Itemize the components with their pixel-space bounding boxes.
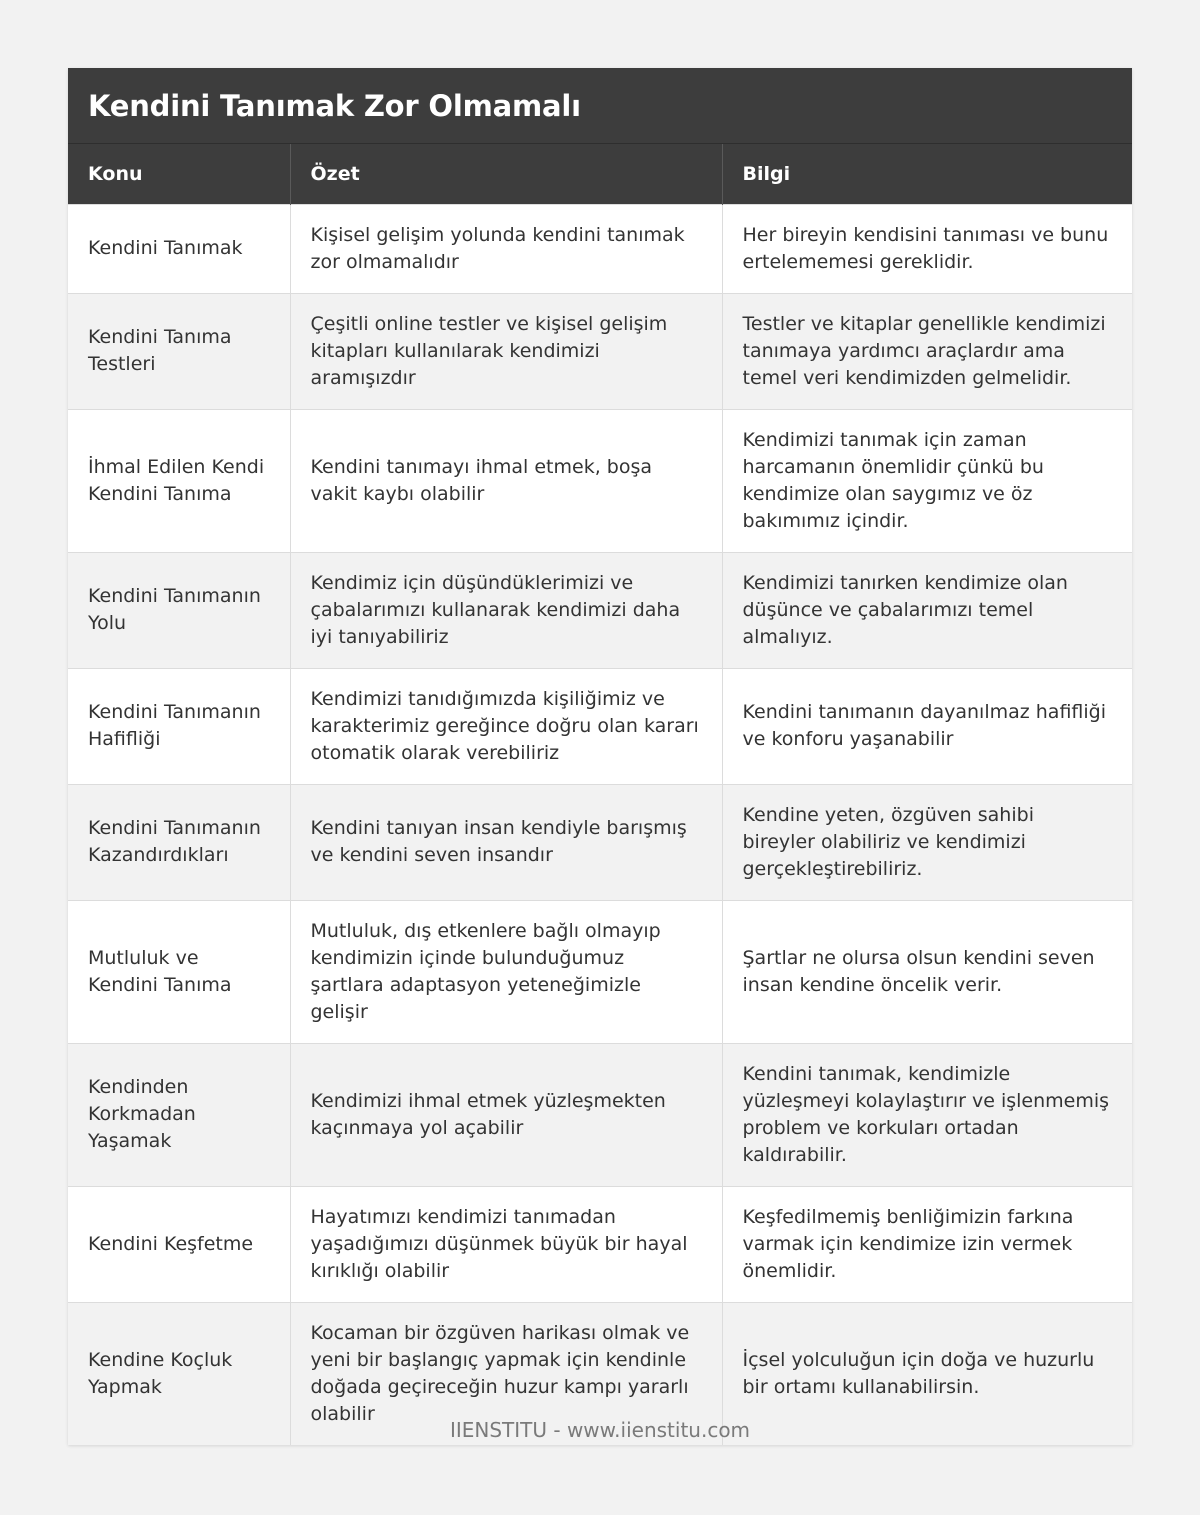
cell-ozet: Kocaman bir özgüven harikası olmak ve yeni bir başlangıç yapmak için kendinle doğada geçireceğin huzur kampı yararlı olabilir [290,1302,722,1445]
table-row [68,784,1132,900]
cell-bilgi: Kendimizi tanımak için zaman harcamanın önemlidir çünkü bu kendimize olan saygımız ve öz bakımımız içindir. [722,409,1132,552]
cell-konu: Kendine Koçluk Yapmak [68,1302,290,1445]
footer-credit: IIENSTITU - www.iienstitu.com [449,1418,751,1442]
cell-konu: Mutluluk ve Kendini Tanıma [68,900,290,1043]
cell-bilgi: Şartlar ne olursa olsun kendini seven insan kendine öncelik verir. [722,900,1132,1043]
cell-ozet: Çeşitli online testler ve kişisel gelişim kitapları kullanılarak kendimizi aramışızdır [290,293,722,409]
cell-bilgi: Kendimizi tanırken kendimize olan düşünce ve çabalarımızı temel almalıyız. [722,552,1132,668]
cell-ozet: Kendini tanıyan insan kendiyle barışmış ve kendini seven insandır [290,784,722,900]
table-row [68,204,1132,293]
cell-bilgi: Kendini tanımanın dayanılmaz hafifliği ve konforu yaşanabilir [722,668,1132,784]
cell-ozet: Kişisel gelişim yolunda kendini tanımak zor olmamalıdır [290,204,722,293]
column-header-bilgi: Bilgi [722,144,1132,204]
cell-bilgi: Her bireyin kendisini tanıması ve bunu ertelememesi gereklidir. [722,204,1132,293]
cell-konu: Kendini Tanımanın Yolu [68,552,290,668]
cell-bilgi: Kendine yeten, özgüven sahibi bireyler olabiliriz ve kendimizi gerçekleştirebiliriz. [722,784,1132,900]
table-card [68,68,1132,1445]
table-row [68,668,1132,784]
cell-bilgi: İçsel yolculuğun için doğa ve huzurlu bir ortamı kullanabilirsin. [722,1302,1132,1445]
table-row [68,1043,1132,1186]
header-row [68,144,1132,204]
table-row [68,409,1132,552]
cell-bilgi: Kendini tanımak, kendimizle yüzleşmeyi kolaylaştırır ve işlenmemiş problem ve korkuları ortadan kaldırabilir. [722,1043,1132,1186]
column-header-konu: Konu [68,144,290,204]
cell-ozet: Hayatımızı kendimizi tanımadan yaşadığımızı düşünmek büyük bir hayal kırıklığı olabilir [290,1186,722,1302]
cell-konu: Kendinden Korkmadan Yaşamak [68,1043,290,1186]
cell-konu: Kendini Keşfetme [68,1186,290,1302]
cell-bilgi: Testler ve kitaplar genellikle kendimizi tanımaya yardımcı araçlardır ama temel veri kendimizden gelmelidir. [722,293,1132,409]
table-row [68,1186,1132,1302]
cell-bilgi: Keşfedilmemiş benliğimizin farkına varmak için kendimize izin vermek önemlidir. [722,1186,1132,1302]
cell-konu: İhmal Edilen Kendi Kendini Tanıma [68,409,290,552]
cell-ozet: Kendimizi tanıdığımızda kişiliğimiz ve karakterimiz gereğince doğru olan kararı otomatik olarak verebiliriz [290,668,722,784]
cell-konu: Kendini Tanımanın Hafifliği [68,668,290,784]
table-title: Kendini Tanımak Zor Olmamalı [88,88,581,123]
cell-konu: Kendini Tanıma Testleri [68,293,290,409]
cell-ozet: Kendimiz için düşündüklerimizi ve çabalarımızı kullanarak kendimizi daha iyi tanıyabiliriz [290,552,722,668]
cell-ozet: Mutluluk, dış etkenlere bağlı olmayıp kendimizin içinde bulunduğumuz şartlara adaptasyon yeteneğimizle gelişir [290,900,722,1043]
table-row [68,293,1132,409]
data-table [68,144,1132,1445]
cell-ozet: Kendimizi ihmal etmek yüzleşmekten kaçınmaya yol açabilir [290,1043,722,1186]
cell-konu: Kendini Tanımak [68,204,290,293]
table-title-bar [68,68,1132,144]
table-row [68,900,1132,1043]
column-header-ozet: Özet [290,144,722,204]
table-row [68,552,1132,668]
cell-konu: Kendini Tanımanın Kazandırdıkları [68,784,290,900]
cell-ozet: Kendini tanımayı ihmal etmek, boşa vakit kaybı olabilir [290,409,722,552]
